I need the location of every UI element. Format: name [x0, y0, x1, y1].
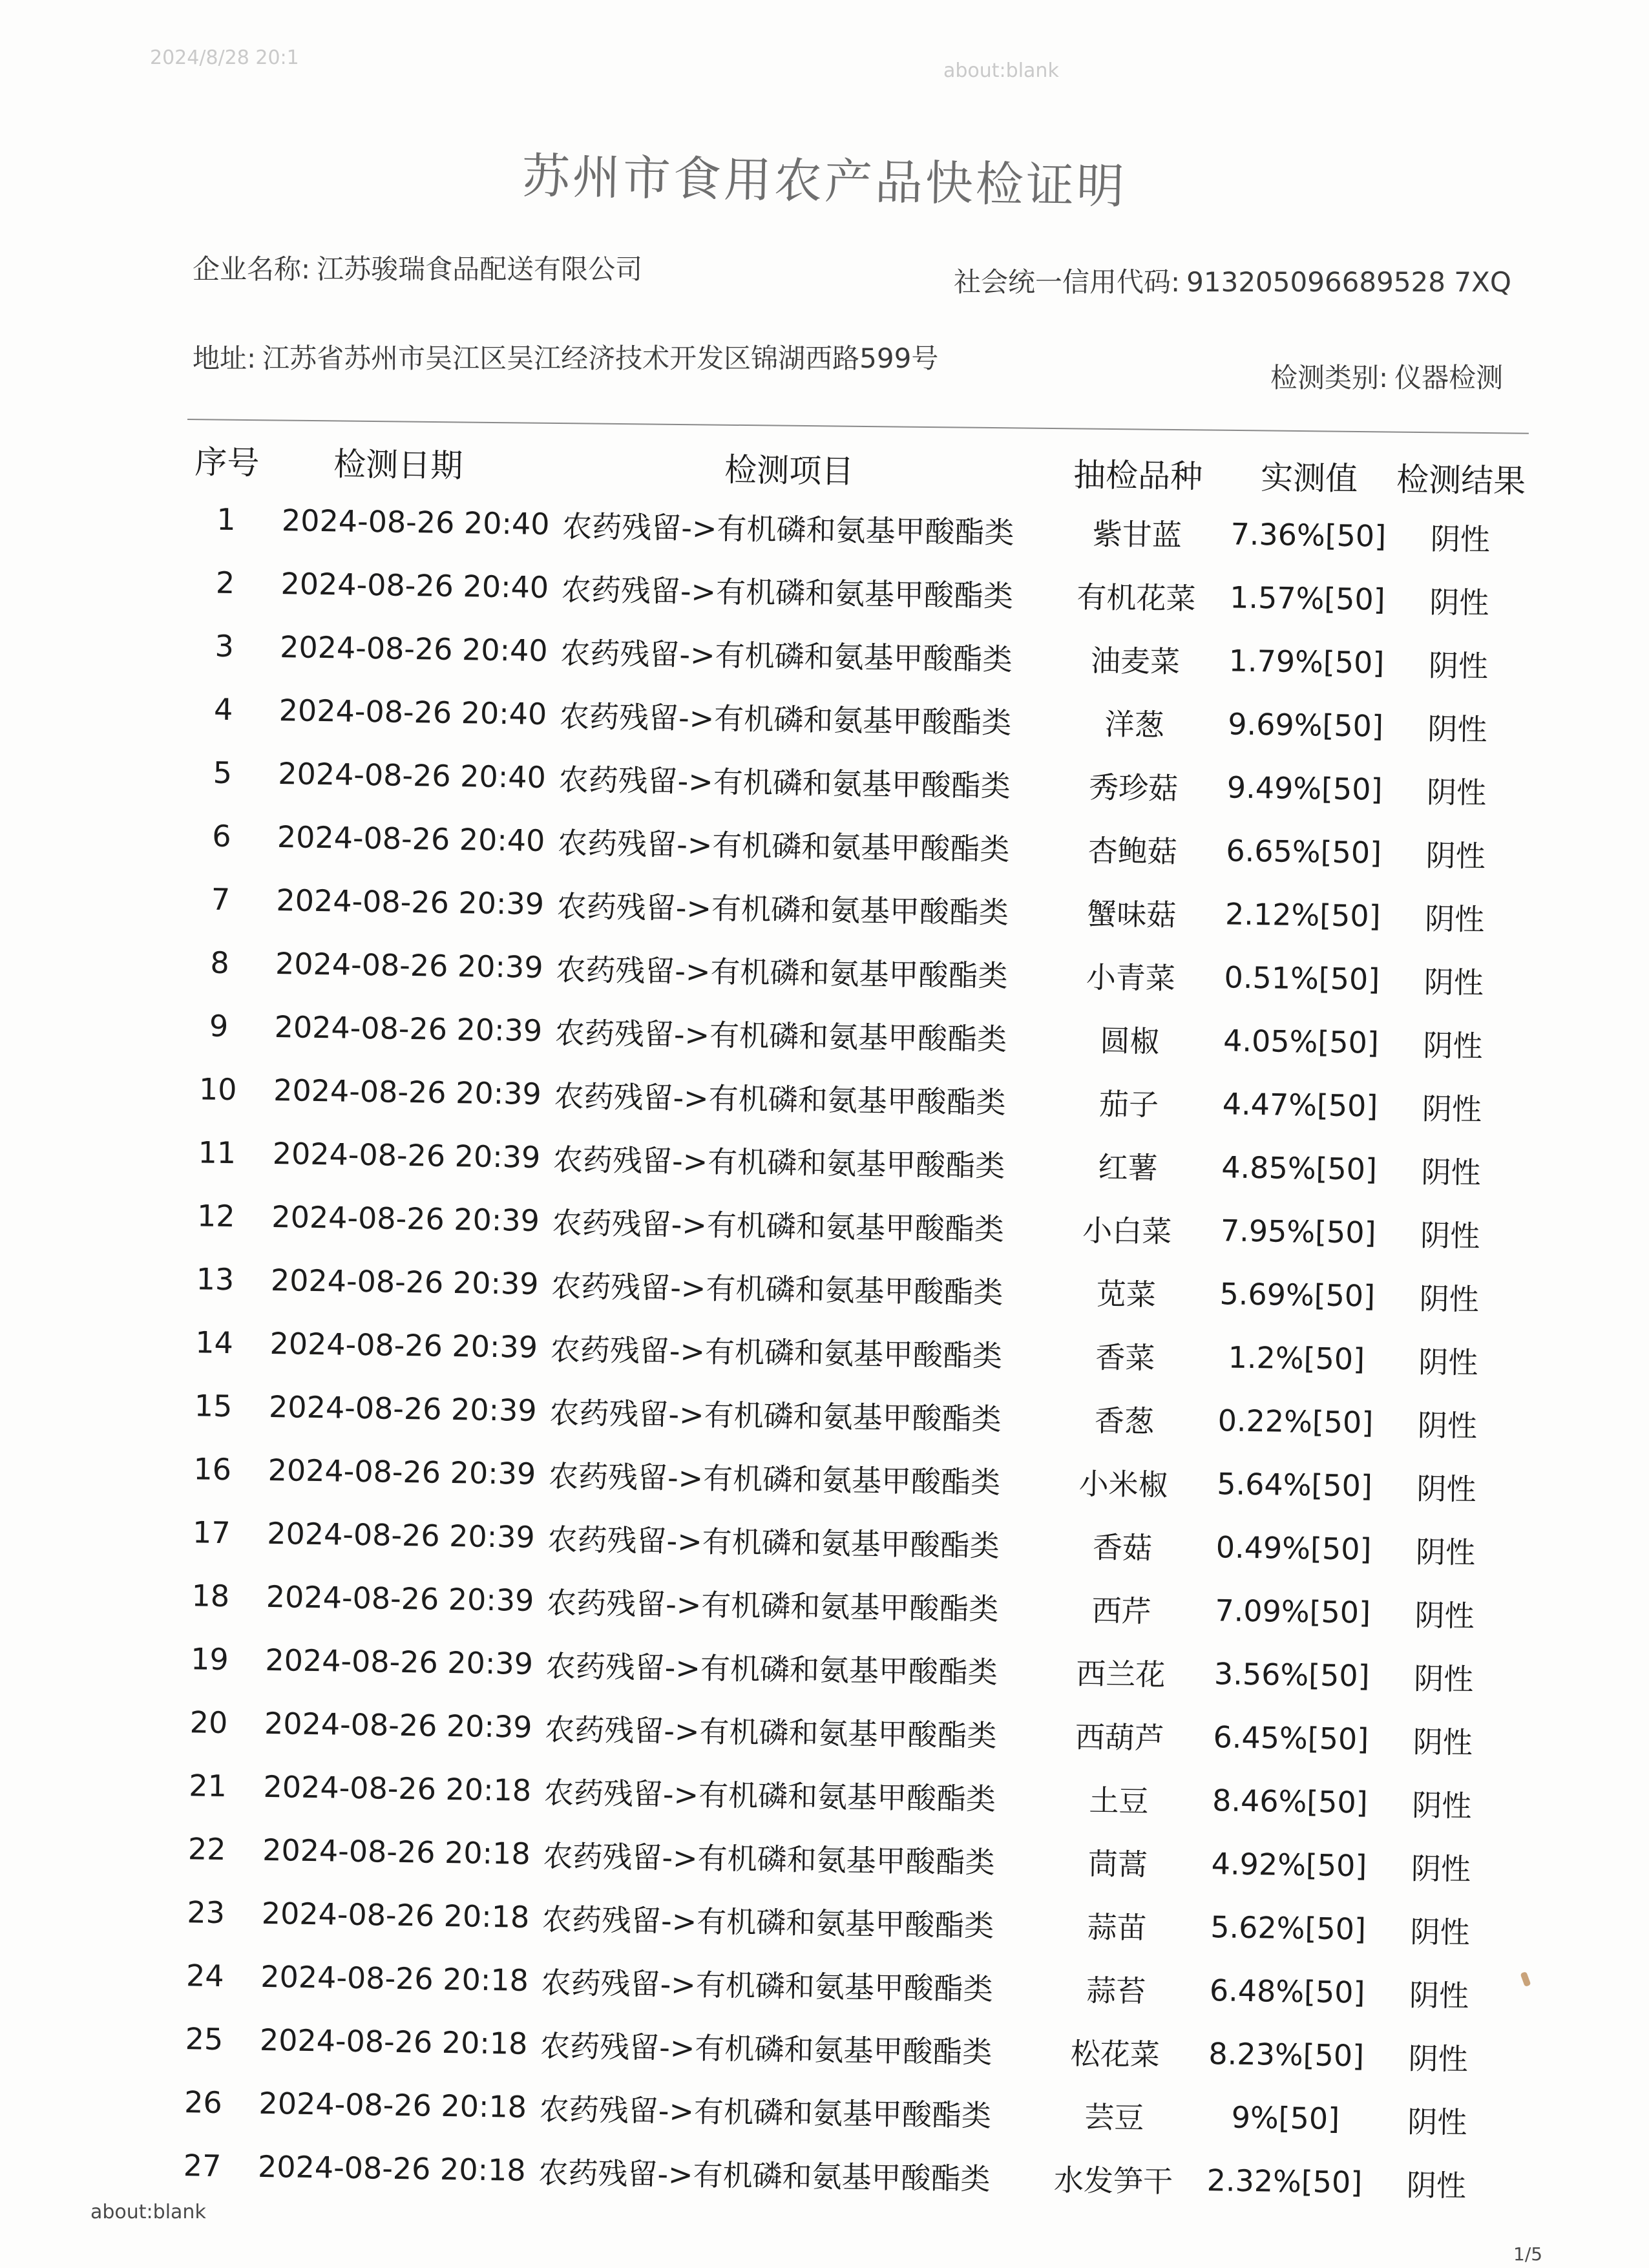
- cell-date: 2024-08-26 20:40: [277, 756, 547, 795]
- cell-item: 农药残留->有机磷和氨基甲酸酯类: [539, 2092, 992, 2134]
- cell-value: 0.51%[50]: [1224, 960, 1380, 997]
- cell-no: 15: [194, 1388, 233, 1424]
- cell-variety: 小青菜: [1086, 960, 1176, 996]
- cell-value: 4.47%[50]: [1222, 1086, 1378, 1124]
- cell-result: 阴性: [1419, 1281, 1480, 1318]
- cell-value: 5.69%[50]: [1219, 1276, 1376, 1314]
- cell-value: 4.85%[50]: [1221, 1150, 1378, 1187]
- cell-date: 2024-08-26 20:39: [264, 1705, 532, 1745]
- cell-no: 6: [211, 818, 231, 854]
- cell-date: 2024-08-26 20:39: [266, 1579, 534, 1618]
- cell-no: 2: [215, 565, 235, 601]
- company-label: 企业名称:: [193, 253, 311, 285]
- cell-result: 阴性: [1413, 1724, 1473, 1760]
- company-line: [193, 248, 642, 287]
- cell-value: 2.32%[50]: [1206, 2163, 1363, 2200]
- cell-value: 9.49%[50]: [1226, 770, 1383, 807]
- cell-variety: 油麦菜: [1090, 643, 1181, 680]
- cell-no: 25: [185, 2021, 224, 2057]
- cell-result: 阴性: [1410, 1914, 1470, 1950]
- cell-item: 农药残留->有机磷和氨基甲酸酯类: [561, 572, 1014, 614]
- cell-item: 农药残留->有机磷和氨基甲酸酯类: [548, 1458, 1001, 1500]
- cell-variety: 水发笋干: [1053, 2162, 1173, 2200]
- cell-date: 2024-08-26 20:18: [258, 2085, 527, 2125]
- cell-date: 2024-08-26 20:40: [278, 693, 547, 732]
- cell-value: 4.05%[50]: [1223, 1023, 1380, 1060]
- paper-speck: [1520, 1971, 1531, 1987]
- cell-no: 7: [211, 881, 231, 918]
- cell-item: 农药残留->有机磷和氨基甲酸酯类: [538, 2155, 991, 2197]
- cell-variety: 松花菜: [1070, 2036, 1161, 2073]
- col-header-date: 检测日期: [333, 445, 463, 485]
- cell-result: 阴性: [1429, 584, 1489, 621]
- cell-variety: 土豆: [1089, 1783, 1149, 1819]
- cell-variety: 秀珍菇: [1088, 770, 1179, 806]
- cell-item: 农药残留->有机磷和氨基甲酸酯类: [541, 1902, 994, 1944]
- cell-result: 阴性: [1422, 1091, 1482, 1128]
- cell-item: 农药残留->有机磷和氨基甲酸酯类: [547, 1522, 1000, 1564]
- cell-date: 2024-08-26 20:39: [269, 1325, 538, 1365]
- cell-no: 21: [188, 1768, 227, 1804]
- cell-item: 农药残留->有机磷和氨基甲酸酯类: [556, 888, 1009, 930]
- cell-no: 16: [193, 1451, 232, 1487]
- cell-value: 0.22%[50]: [1217, 1403, 1374, 1440]
- cell-variety: 香菇: [1092, 1529, 1153, 1566]
- cell-variety: 蒜苔: [1086, 1973, 1146, 2009]
- cell-item: 农药残留->有机磷和氨基甲酸酯类: [554, 1015, 1007, 1057]
- cell-item: 农药残留->有机磷和氨基甲酸酯类: [551, 1268, 1003, 1310]
- cell-result: 阴性: [1413, 1661, 1474, 1697]
- cell-value: 1.79%[50]: [1228, 643, 1385, 680]
- cell-date: 2024-08-26 20:18: [260, 1958, 529, 1998]
- cell-value: 6.45%[50]: [1213, 1719, 1369, 1757]
- cell-date: 2024-08-26 20:18: [259, 2022, 528, 2061]
- company-value: 江苏骏瑞食品配送有限公司: [317, 253, 643, 285]
- cell-no: 8: [210, 945, 230, 980]
- col-header-value: 实测值: [1260, 459, 1358, 498]
- cell-item: 农药残留->有机磷和氨基甲酸酯类: [541, 1965, 994, 2007]
- cell-date: 2024-08-26 20:18: [262, 1832, 531, 1871]
- cell-result: 阴性: [1426, 774, 1487, 811]
- page-title: 苏州市食用农产品快检证明: [521, 148, 1128, 215]
- divider: [187, 419, 1529, 434]
- cell-variety: 蒜苗: [1087, 1909, 1148, 1946]
- cell-result: 阴性: [1423, 964, 1484, 1001]
- cell-date: 2024-08-26 20:40: [281, 503, 550, 542]
- credit-code-value: 913205096689528 7XQ: [1186, 266, 1511, 298]
- cell-variety: 苋菜: [1096, 1276, 1157, 1312]
- cell-value: 9%[50]: [1231, 2099, 1340, 2137]
- cell-result: 阴性: [1407, 2104, 1467, 2140]
- cell-no: 14: [194, 1325, 234, 1361]
- cell-date: 2024-08-26 20:39: [270, 1262, 539, 1301]
- cell-value: 6.65%[50]: [1226, 833, 1382, 870]
- cell-date: 2024-08-26 20:39: [271, 1199, 540, 1238]
- address-value: 江苏省苏州市吴江区吴江经济技术开发区锦湖西路599号: [262, 342, 939, 374]
- cell-item: 农药残留->有机磷和氨基甲酸酯类: [557, 825, 1010, 867]
- print-timestamp: 2024/8/28 20:1: [150, 47, 299, 69]
- cell-no: 24: [185, 1958, 225, 1994]
- cell-variety: 紫甘蓝: [1092, 516, 1182, 553]
- cell-value: 6.48%[50]: [1209, 1973, 1365, 2010]
- address-label: 地址:: [193, 342, 257, 374]
- cell-variety: 小米椒: [1078, 1466, 1168, 1503]
- cell-no: 18: [191, 1578, 230, 1614]
- cell-result: 阴性: [1424, 901, 1485, 938]
- address-line: [193, 337, 938, 376]
- cell-variety: 茼蒿: [1087, 1846, 1148, 1882]
- cell-no: 20: [189, 1705, 228, 1741]
- cell-variety: 西芹: [1091, 1593, 1152, 1629]
- cell-value: 7.09%[50]: [1215, 1593, 1371, 1630]
- cell-value: 1.57%[50]: [1229, 580, 1386, 617]
- cell-item: 农药残留->有机磷和氨基甲酸酯类: [552, 1142, 1005, 1184]
- cell-item: 农药残留->有机磷和氨基甲酸酯类: [549, 1395, 1002, 1437]
- cell-value: 7.36%[50]: [1230, 516, 1387, 554]
- page-number: 1/5: [1513, 2243, 1543, 2265]
- cell-no: 11: [198, 1135, 236, 1171]
- cell-value: 1.2%[50]: [1228, 1339, 1365, 1377]
- cell-date: 2024-08-26 20:40: [279, 629, 549, 669]
- cell-no: 12: [196, 1198, 236, 1234]
- cell-no: 1: [216, 501, 236, 538]
- cell-result: 阴性: [1409, 1977, 1469, 2013]
- cell-value: 2.12%[50]: [1224, 896, 1381, 934]
- cell-item: 农药残留->有机磷和氨基甲酸酯类: [543, 1775, 996, 1817]
- cell-variety: 西葫芦: [1075, 1719, 1165, 1756]
- cell-item: 农药残留->有机磷和氨基甲酸酯类: [558, 762, 1011, 804]
- cell-variety: 蟹味菇: [1086, 896, 1177, 933]
- cell-item: 农药残留->有机磷和氨基甲酸酯类: [552, 1205, 1005, 1247]
- cell-variety: 有机花菜: [1077, 579, 1196, 616]
- cell-result: 阴性: [1420, 1217, 1480, 1254]
- cell-date: 2024-08-26 20:39: [274, 1009, 543, 1049]
- cell-date: 2024-08-26 20:39: [268, 1389, 538, 1428]
- test-category-value: 仪器检测: [1394, 362, 1504, 394]
- cell-variety: 洋葱: [1104, 706, 1164, 742]
- cell-result: 阴性: [1414, 1597, 1475, 1634]
- cell-result: 阴性: [1425, 837, 1486, 874]
- cell-result: 阴性: [1418, 1344, 1478, 1381]
- cell-value: 3.56%[50]: [1213, 1656, 1370, 1694]
- cell-date: 2024-08-26 20:39: [268, 1452, 536, 1491]
- cell-no: 3: [215, 628, 235, 664]
- cell-result: 阴性: [1412, 1787, 1472, 1823]
- col-header-variety: 抽检品种: [1073, 456, 1203, 496]
- cell-value: 9.69%[50]: [1227, 706, 1384, 744]
- cell-value: 0.49%[50]: [1215, 1529, 1372, 1567]
- cell-variety: 香菜: [1095, 1339, 1155, 1376]
- cell-date: 2024-08-26 20:40: [277, 819, 545, 859]
- credit-code-label: 社会统一信用代码:: [954, 266, 1181, 298]
- cell-date: 2024-08-26 20:39: [276, 883, 545, 922]
- cell-item: 农药残留->有机磷和氨基甲酸酯类: [546, 1585, 999, 1627]
- cell-date: 2024-08-26 20:18: [257, 2148, 526, 2188]
- cell-value: 8.23%[50]: [1208, 2036, 1365, 2074]
- cell-result: 阴性: [1428, 647, 1489, 684]
- cell-date: 2024-08-26 20:39: [275, 946, 543, 985]
- test-category-line: [1270, 357, 1503, 395]
- cell-no: 5: [213, 755, 233, 791]
- cell-result: 阴性: [1427, 711, 1487, 748]
- cell-no: 9: [209, 1008, 229, 1044]
- cell-item: 农药残留->有机磷和氨基甲酸酯类: [559, 698, 1012, 740]
- cell-result: 阴性: [1430, 521, 1491, 558]
- cell-variety: 香葱: [1094, 1403, 1155, 1439]
- cell-no: 26: [184, 2084, 223, 2121]
- cell-result: 阴性: [1415, 1534, 1476, 1571]
- print-header: [150, 40, 1499, 82]
- col-header-result: 检测结果: [1396, 461, 1526, 500]
- cell-variety: 杏鲍菇: [1087, 833, 1178, 870]
- cell-no: 23: [187, 1895, 226, 1931]
- cell-result: 阴性: [1406, 2167, 1467, 2203]
- cell-result: 阴性: [1408, 2041, 1469, 2077]
- cell-item: 农药残留->有机磷和氨基甲酸酯类: [543, 1838, 996, 1880]
- col-header-item: 检测项目: [724, 451, 854, 490]
- cell-date: 2024-08-26 20:39: [273, 1073, 542, 1112]
- cell-item: 农药残留->有机磷和氨基甲酸酯类: [550, 1332, 1003, 1374]
- cell-value: 5.62%[50]: [1210, 1909, 1367, 1947]
- cell-no: 27: [183, 2148, 222, 2184]
- cell-variety: 小白菜: [1082, 1213, 1172, 1250]
- results-table: [163, 432, 1532, 2216]
- cell-no: 10: [198, 1071, 237, 1108]
- cell-value: 5.64%[50]: [1216, 1466, 1373, 1504]
- cell-result: 阴性: [1411, 1851, 1471, 1887]
- print-url: about:blank: [943, 59, 1059, 82]
- cell-result: 阴性: [1416, 1471, 1476, 1507]
- cell-value: 8.46%[50]: [1212, 1783, 1369, 1820]
- cell-item: 农药残留->有机磷和氨基甲酸酯类: [544, 1712, 997, 1754]
- cell-item: 农药残留->有机磷和氨基甲酸酯类: [562, 509, 1014, 551]
- cell-result: 阴性: [1421, 1154, 1481, 1191]
- cell-item: 农药残留->有机磷和氨基甲酸酯类: [540, 2028, 993, 2070]
- cell-date: 2024-08-26 20:39: [265, 1642, 534, 1681]
- cell-variety: 芸豆: [1084, 2099, 1144, 2136]
- cell-variety: 西兰花: [1075, 1656, 1166, 1693]
- col-header-no: 序号: [194, 443, 260, 482]
- cell-no: 22: [187, 1831, 226, 1867]
- cell-result: 阴性: [1423, 1027, 1483, 1064]
- cell-date: 2024-08-26 20:18: [263, 1769, 532, 1808]
- cell-item: 农药残留->有机磷和氨基甲酸酯类: [554, 1078, 1007, 1120]
- cell-variety: 茄子: [1098, 1086, 1159, 1122]
- cell-item: 农药残留->有机磷和氨基甲酸酯类: [545, 1648, 998, 1690]
- footer-url: about:blank: [90, 2201, 206, 2223]
- table-body: [163, 487, 1531, 2216]
- cell-value: 7.95%[50]: [1220, 1213, 1376, 1250]
- cell-date: 2024-08-26 20:18: [261, 1895, 530, 1935]
- cell-no: 19: [190, 1641, 229, 1677]
- cell-no: 13: [196, 1261, 235, 1297]
- cell-item: 农药残留->有机磷和氨基甲酸酯类: [560, 635, 1013, 677]
- cell-date: 2024-08-26 20:39: [272, 1136, 541, 1175]
- credit-code-line: [954, 261, 1511, 300]
- cell-item: 农药残留->有机磷和氨基甲酸酯类: [556, 952, 1008, 994]
- cell-no: 4: [213, 691, 233, 728]
- cell-result: 阴性: [1417, 1407, 1478, 1444]
- cell-variety: 圆椒: [1100, 1023, 1160, 1059]
- test-category-label: 检测类别:: [1270, 362, 1389, 394]
- cell-date: 2024-08-26 20:40: [280, 566, 549, 605]
- cell-date: 2024-08-26 20:39: [266, 1515, 536, 1555]
- cell-variety: 红薯: [1098, 1150, 1159, 1186]
- cell-value: 4.92%[50]: [1211, 1846, 1367, 1884]
- cell-no: 17: [192, 1515, 231, 1551]
